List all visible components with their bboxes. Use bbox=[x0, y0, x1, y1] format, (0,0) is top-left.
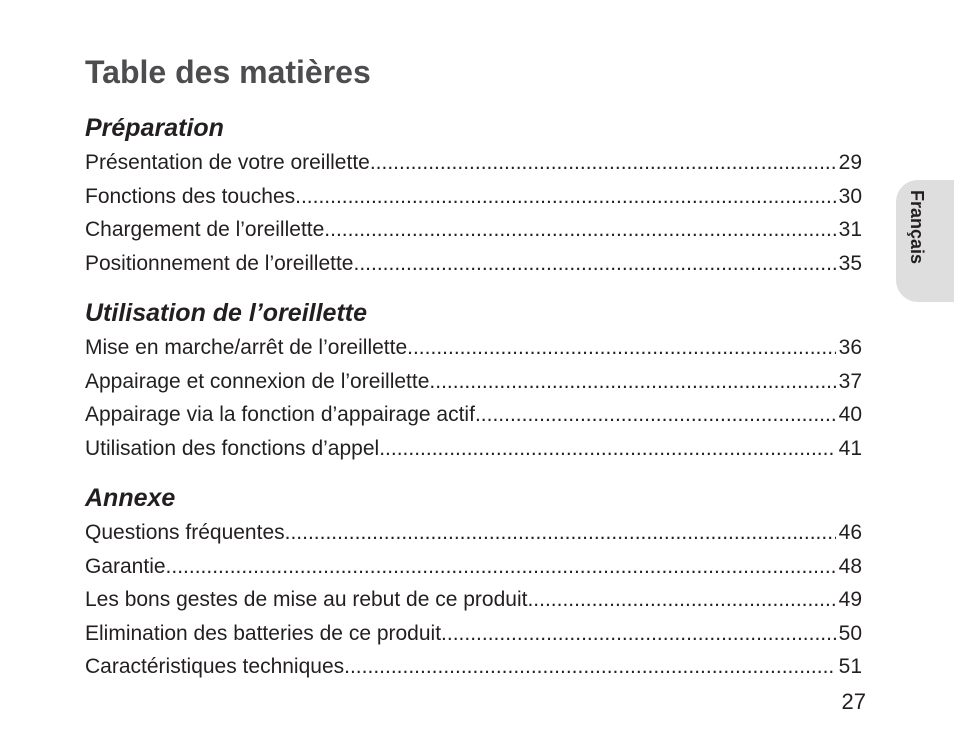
entry-title: Utilisation des fonctions d’appel bbox=[85, 436, 380, 460]
entry-title: Appairage et connexion de l’oreillette bbox=[85, 369, 430, 393]
table-of-contents bbox=[85, 110, 862, 684]
entry-page-number: 35 bbox=[838, 251, 862, 275]
entry-title: Garantie bbox=[85, 554, 166, 578]
entry-title: Positionnement de l’oreillette bbox=[85, 251, 354, 275]
dot-leader bbox=[295, 180, 836, 214]
toc-entry[interactable] bbox=[85, 146, 862, 180]
section-heading: Préparation bbox=[85, 114, 224, 142]
entry-page-number: 36 bbox=[838, 336, 862, 359]
toc-entry[interactable] bbox=[85, 331, 862, 365]
language-tab-label: Français bbox=[907, 190, 927, 265]
toc-entry[interactable] bbox=[85, 550, 862, 584]
dot-leader bbox=[407, 331, 836, 365]
section-heading: Utilisation de l’oreillette bbox=[85, 299, 367, 327]
toc-entry[interactable] bbox=[85, 432, 862, 466]
toc-entry[interactable] bbox=[85, 365, 862, 399]
entry-page-number: 51 bbox=[838, 655, 862, 678]
entry-page-number: 31 bbox=[838, 218, 862, 241]
dot-leader bbox=[370, 146, 836, 180]
toc-entry[interactable] bbox=[85, 583, 862, 617]
toc-entry[interactable] bbox=[85, 247, 862, 281]
dot-leader bbox=[441, 617, 836, 651]
dot-leader bbox=[379, 432, 835, 466]
dot-leader bbox=[344, 650, 836, 684]
page-number: 27 bbox=[841, 689, 866, 714]
entry-page-number: 46 bbox=[838, 521, 862, 544]
page-title: Table des matières bbox=[85, 54, 371, 90]
entry-page-number: 29 bbox=[838, 151, 862, 174]
toc-entry[interactable] bbox=[85, 516, 862, 550]
entry-title: Caractéristiques techniques bbox=[85, 655, 345, 678]
toc-entry[interactable] bbox=[85, 617, 862, 651]
entry-title: Présentation de votre oreillette bbox=[85, 151, 370, 174]
dot-leader bbox=[429, 365, 835, 399]
toc-entry[interactable] bbox=[85, 180, 862, 214]
toc-entry[interactable] bbox=[85, 398, 862, 432]
entry-page-number: 37 bbox=[838, 369, 862, 393]
toc-entry[interactable] bbox=[85, 213, 862, 247]
dot-leader bbox=[527, 583, 835, 617]
entry-title: Elimination des batteries de ce produit bbox=[85, 621, 442, 645]
dot-leader bbox=[354, 247, 836, 281]
toc-entry[interactable] bbox=[85, 650, 862, 684]
dot-leader bbox=[166, 550, 836, 584]
entry-page-number: 50 bbox=[838, 621, 862, 645]
toc-section-annexe bbox=[85, 480, 862, 684]
entry-page-number: 30 bbox=[838, 184, 862, 208]
toc-section-utilisation bbox=[85, 295, 862, 465]
section-heading: Annexe bbox=[85, 484, 176, 512]
entry-title: Les bons gestes de mise au rebut de ce produit bbox=[85, 588, 528, 611]
entry-title: Fonctions des touches bbox=[85, 184, 296, 208]
entry-page-number: 48 bbox=[838, 554, 862, 578]
dot-leader bbox=[285, 516, 836, 550]
toc-section-preparation bbox=[85, 110, 862, 280]
entry-title: Questions fréquentes bbox=[85, 521, 285, 544]
entry-page-number: 40 bbox=[838, 403, 862, 426]
dot-leader bbox=[324, 213, 835, 247]
entry-title: Chargement de l’oreillette bbox=[85, 218, 325, 241]
entry-page-number: 49 bbox=[838, 588, 862, 611]
entry-title: Mise en marche/arrêt de l’oreillette bbox=[85, 336, 408, 359]
entry-page-number: 41 bbox=[838, 436, 862, 460]
entry-title: Appairage via la fonction d’appairage actif bbox=[85, 403, 475, 426]
dot-leader bbox=[475, 398, 836, 432]
